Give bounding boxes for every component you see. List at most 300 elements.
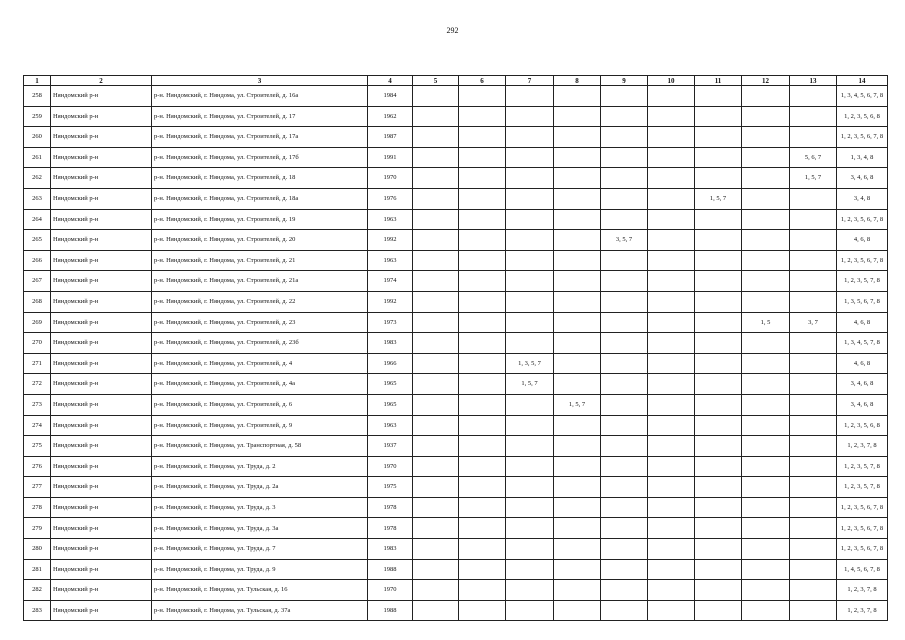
column-header-13: 13 bbox=[790, 76, 837, 86]
table-cell-col-14: 3, 4, 6, 8 bbox=[837, 394, 888, 415]
table-cell-col-8 bbox=[554, 271, 601, 292]
table-cell-col-4: 1965 bbox=[368, 374, 413, 395]
table-cell-col-13 bbox=[790, 600, 837, 621]
table-cell-col-9 bbox=[601, 168, 648, 189]
table-cell-col-11 bbox=[695, 250, 742, 271]
table-cell-col-10 bbox=[648, 312, 695, 333]
table-cell-col-1: 258 bbox=[24, 86, 51, 107]
table-cell-col-5 bbox=[413, 147, 459, 168]
table-cell-col-4: 1983 bbox=[368, 539, 413, 560]
table-cell-col-10 bbox=[648, 250, 695, 271]
table-cell-col-4: 1988 bbox=[368, 600, 413, 621]
table-cell-col-14: 4, 6, 8 bbox=[837, 312, 888, 333]
table-cell-col-11 bbox=[695, 539, 742, 560]
table-cell-col-9 bbox=[601, 559, 648, 580]
table-cell-col-3: р-н. Няндомский, г. Няндома, ул. Труда, д. 2а bbox=[152, 477, 368, 498]
table-row bbox=[24, 230, 888, 251]
table-cell-col-6 bbox=[459, 168, 506, 189]
table-cell-col-8 bbox=[554, 86, 601, 107]
table-cell-col-4: 1991 bbox=[368, 147, 413, 168]
table-cell-col-1: 269 bbox=[24, 312, 51, 333]
table-cell-col-5 bbox=[413, 86, 459, 107]
table-cell-col-6 bbox=[459, 86, 506, 107]
table-cell-col-14: 3, 4, 6, 8 bbox=[837, 168, 888, 189]
table-cell-col-4: 1984 bbox=[368, 86, 413, 107]
table-cell-col-7 bbox=[506, 580, 554, 601]
table-cell-col-12 bbox=[742, 147, 790, 168]
table-cell-col-1: 280 bbox=[24, 539, 51, 560]
table-row bbox=[24, 456, 888, 477]
table-cell-col-12 bbox=[742, 333, 790, 354]
table-cell-col-6 bbox=[459, 374, 506, 395]
table-cell-col-13 bbox=[790, 353, 837, 374]
table-cell-col-11 bbox=[695, 518, 742, 539]
table-row bbox=[24, 497, 888, 518]
table-cell-col-8 bbox=[554, 539, 601, 560]
table-cell-col-4: 1963 bbox=[368, 209, 413, 230]
table-cell-col-5 bbox=[413, 374, 459, 395]
table-cell-col-11 bbox=[695, 600, 742, 621]
table-cell-col-6 bbox=[459, 106, 506, 127]
table-cell-col-8 bbox=[554, 374, 601, 395]
table-cell-col-4: 1976 bbox=[368, 188, 413, 209]
table-cell-col-3: р-н. Няндомский, г. Няндома, ул. Строителей, д. 16а bbox=[152, 86, 368, 107]
table-cell-col-8 bbox=[554, 477, 601, 498]
table-cell-col-9 bbox=[601, 86, 648, 107]
table-cell-col-2: Няндомский р-н bbox=[51, 477, 152, 498]
table-cell-col-11 bbox=[695, 127, 742, 148]
table-cell-col-12 bbox=[742, 250, 790, 271]
table-cell-col-1: 282 bbox=[24, 580, 51, 601]
table-cell-col-14: 1, 2, 3, 5, 6, 7, 8 bbox=[837, 518, 888, 539]
table-cell-col-8 bbox=[554, 600, 601, 621]
table-cell-col-5 bbox=[413, 580, 459, 601]
table-cell-col-9 bbox=[601, 600, 648, 621]
table-cell-col-1: 283 bbox=[24, 600, 51, 621]
table-row bbox=[24, 147, 888, 168]
table-cell-col-9 bbox=[601, 209, 648, 230]
table-cell-col-12 bbox=[742, 230, 790, 251]
table-cell-col-4: 1988 bbox=[368, 559, 413, 580]
table-cell-col-12 bbox=[742, 600, 790, 621]
table-cell-col-7 bbox=[506, 147, 554, 168]
table-cell-col-10 bbox=[648, 230, 695, 251]
table-cell-col-14: 4, 6, 8 bbox=[837, 353, 888, 374]
table-cell-col-2: Няндомский р-н bbox=[51, 147, 152, 168]
table-cell-col-14: 1, 4, 5, 6, 7, 8 bbox=[837, 559, 888, 580]
table-cell-col-10 bbox=[648, 600, 695, 621]
table-cell-col-4: 1970 bbox=[368, 580, 413, 601]
table-cell-col-13 bbox=[790, 250, 837, 271]
table-cell-col-1: 277 bbox=[24, 477, 51, 498]
table-cell-col-11 bbox=[695, 209, 742, 230]
table-cell-col-11 bbox=[695, 394, 742, 415]
table-row bbox=[24, 600, 888, 621]
table-cell-col-8 bbox=[554, 127, 601, 148]
table-cell-col-13 bbox=[790, 394, 837, 415]
table-cell-col-1: 260 bbox=[24, 127, 51, 148]
table-cell-col-2: Няндомский р-н bbox=[51, 559, 152, 580]
table-cell-col-4: 1974 bbox=[368, 271, 413, 292]
table-cell-col-4: 1962 bbox=[368, 106, 413, 127]
table-cell-col-6 bbox=[459, 271, 506, 292]
table-cell-col-6 bbox=[459, 312, 506, 333]
table-cell-col-1: 272 bbox=[24, 374, 51, 395]
table-cell-col-5 bbox=[413, 436, 459, 457]
table-cell-col-12 bbox=[742, 168, 790, 189]
column-header-12: 12 bbox=[742, 76, 790, 86]
table-cell-col-3: р-н. Няндомский, г. Няндома, ул. Тульская, д. 37а bbox=[152, 600, 368, 621]
table-cell-col-8 bbox=[554, 209, 601, 230]
table-cell-col-7 bbox=[506, 436, 554, 457]
table-cell-col-3: р-н. Няндомский, г. Няндома, ул. Труда, д. 2 bbox=[152, 456, 368, 477]
table-cell-col-9 bbox=[601, 291, 648, 312]
table-cell-col-10 bbox=[648, 291, 695, 312]
table-row bbox=[24, 106, 888, 127]
table-cell-col-1: 281 bbox=[24, 559, 51, 580]
table-cell-col-14: 3, 4, 8 bbox=[837, 188, 888, 209]
table-cell-col-1: 275 bbox=[24, 436, 51, 457]
table-cell-col-12 bbox=[742, 456, 790, 477]
table-row bbox=[24, 353, 888, 374]
table-cell-col-13 bbox=[790, 415, 837, 436]
table-cell-col-5 bbox=[413, 539, 459, 560]
table-cell-col-13 bbox=[790, 559, 837, 580]
table-row bbox=[24, 539, 888, 560]
table-cell-col-13 bbox=[790, 127, 837, 148]
table-cell-col-14: 1, 2, 3, 5, 7, 8 bbox=[837, 456, 888, 477]
table-cell-col-10 bbox=[648, 559, 695, 580]
table-cell-col-1: 265 bbox=[24, 230, 51, 251]
table-cell-col-9 bbox=[601, 271, 648, 292]
table-row bbox=[24, 291, 888, 312]
table-cell-col-3: р-н. Няндомский, г. Няндома, ул. Труда, д. 7 bbox=[152, 539, 368, 560]
table-cell-col-13: 5, 6, 7 bbox=[790, 147, 837, 168]
table-row bbox=[24, 580, 888, 601]
table-cell-col-1: 279 bbox=[24, 518, 51, 539]
table-cell-col-1: 262 bbox=[24, 168, 51, 189]
table-cell-col-5 bbox=[413, 600, 459, 621]
table-cell-col-4: 1966 bbox=[368, 353, 413, 374]
table-cell-col-8 bbox=[554, 415, 601, 436]
table-cell-col-9 bbox=[601, 456, 648, 477]
table-cell-col-2: Няндомский р-н bbox=[51, 456, 152, 477]
table-cell-col-7 bbox=[506, 230, 554, 251]
table-cell-col-7 bbox=[506, 127, 554, 148]
table-cell-col-2: Няндомский р-н bbox=[51, 291, 152, 312]
table-cell-col-5 bbox=[413, 456, 459, 477]
table-cell-col-10 bbox=[648, 497, 695, 518]
table-cell-col-11 bbox=[695, 415, 742, 436]
table-cell-col-11 bbox=[695, 580, 742, 601]
table-cell-col-6 bbox=[459, 333, 506, 354]
table-cell-col-7 bbox=[506, 271, 554, 292]
table-cell-col-11 bbox=[695, 291, 742, 312]
table-cell-col-6 bbox=[459, 559, 506, 580]
table-cell-col-9 bbox=[601, 477, 648, 498]
table-cell-col-6 bbox=[459, 230, 506, 251]
table-cell-col-13 bbox=[790, 456, 837, 477]
table-cell-col-5 bbox=[413, 497, 459, 518]
table-cell-col-3: р-н. Няндомский, г. Няндома, ул. Строителей, д. 18 bbox=[152, 168, 368, 189]
table-cell-col-7 bbox=[506, 559, 554, 580]
table-cell-col-12 bbox=[742, 374, 790, 395]
table-cell-col-9 bbox=[601, 394, 648, 415]
column-header-5: 5 bbox=[413, 76, 459, 86]
table-cell-col-13 bbox=[790, 539, 837, 560]
column-header-2: 2 bbox=[51, 76, 152, 86]
table-cell-col-6 bbox=[459, 353, 506, 374]
table-cell-col-8 bbox=[554, 559, 601, 580]
table-cell-col-13 bbox=[790, 374, 837, 395]
table-cell-col-13 bbox=[790, 333, 837, 354]
table-cell-col-14: 1, 3, 4, 5, 6, 7, 8 bbox=[837, 86, 888, 107]
table-cell-col-14: 1, 2, 3, 5, 6, 8 bbox=[837, 415, 888, 436]
table-cell-col-5 bbox=[413, 250, 459, 271]
table-cell-col-6 bbox=[459, 580, 506, 601]
table-cell-col-12 bbox=[742, 580, 790, 601]
table-row bbox=[24, 209, 888, 230]
table-cell-col-9 bbox=[601, 415, 648, 436]
table-cell-col-3: р-н. Няндомский, г. Няндома, ул. Строителей, д. 22 bbox=[152, 291, 368, 312]
table-cell-col-14: 1, 2, 3, 5, 6, 7, 8 bbox=[837, 209, 888, 230]
table-cell-col-8 bbox=[554, 250, 601, 271]
table-cell-col-7 bbox=[506, 539, 554, 560]
table-cell-col-10 bbox=[648, 271, 695, 292]
table-cell-col-7 bbox=[506, 477, 554, 498]
table-cell-col-10 bbox=[648, 353, 695, 374]
table-cell-col-10 bbox=[648, 374, 695, 395]
table-cell-col-7 bbox=[506, 497, 554, 518]
table-cell-col-12 bbox=[742, 209, 790, 230]
table-cell-col-13 bbox=[790, 86, 837, 107]
table-cell-col-13 bbox=[790, 518, 837, 539]
table-cell-col-5 bbox=[413, 415, 459, 436]
table-cell-col-14: 1, 2, 3, 7, 8 bbox=[837, 436, 888, 457]
table-cell-col-7: 1, 5, 7 bbox=[506, 374, 554, 395]
table-cell-col-13 bbox=[790, 230, 837, 251]
table-cell-col-7 bbox=[506, 600, 554, 621]
table-cell-col-9 bbox=[601, 580, 648, 601]
table-cell-col-4: 1965 bbox=[368, 394, 413, 415]
table-cell-col-3: р-н. Няндомский, г. Няндома, ул. Тульская, д. 16 bbox=[152, 580, 368, 601]
table-cell-col-10 bbox=[648, 127, 695, 148]
table-cell-col-6 bbox=[459, 394, 506, 415]
table-cell-col-10 bbox=[648, 394, 695, 415]
table-cell-col-2: Няндомский р-н bbox=[51, 168, 152, 189]
table-cell-col-2: Няндомский р-н bbox=[51, 312, 152, 333]
table-cell-col-6 bbox=[459, 188, 506, 209]
table-cell-col-6 bbox=[459, 209, 506, 230]
table-cell-col-8 bbox=[554, 106, 601, 127]
column-header-11: 11 bbox=[695, 76, 742, 86]
table-cell-col-11 bbox=[695, 456, 742, 477]
table-cell-col-10 bbox=[648, 333, 695, 354]
table-cell-col-12 bbox=[742, 559, 790, 580]
table-cell-col-8 bbox=[554, 497, 601, 518]
table-cell-col-14: 1, 3, 4, 8 bbox=[837, 147, 888, 168]
table-cell-col-11 bbox=[695, 559, 742, 580]
table-cell-col-10 bbox=[648, 436, 695, 457]
table-cell-col-14: 1, 2, 3, 5, 7, 8 bbox=[837, 477, 888, 498]
table-cell-col-7 bbox=[506, 394, 554, 415]
table-cell-col-2: Няндомский р-н bbox=[51, 86, 152, 107]
header-row bbox=[24, 76, 888, 86]
column-header-14: 14 bbox=[837, 76, 888, 86]
table-cell-col-13 bbox=[790, 106, 837, 127]
table-cell-col-2: Няндомский р-н bbox=[51, 333, 152, 354]
table-cell-col-2: Няндомский р-н bbox=[51, 518, 152, 539]
table-cell-col-4: 1963 bbox=[368, 415, 413, 436]
table-cell-col-12 bbox=[742, 394, 790, 415]
table-cell-col-12 bbox=[742, 127, 790, 148]
table-cell-col-1: 267 bbox=[24, 271, 51, 292]
table-cell-col-13 bbox=[790, 436, 837, 457]
table-cell-col-3: р-н. Няндомский, г. Няндома, ул. Строителей, д. 19 bbox=[152, 209, 368, 230]
column-header-7: 7 bbox=[506, 76, 554, 86]
table-cell-col-5 bbox=[413, 333, 459, 354]
table-cell-col-11: 1, 5, 7 bbox=[695, 188, 742, 209]
table-cell-col-5 bbox=[413, 518, 459, 539]
table-cell-col-4: 1973 bbox=[368, 312, 413, 333]
table-cell-col-11 bbox=[695, 436, 742, 457]
table-cell-col-5 bbox=[413, 477, 459, 498]
table-cell-col-9 bbox=[601, 353, 648, 374]
table-cell-col-6 bbox=[459, 456, 506, 477]
table-cell-col-1: 274 bbox=[24, 415, 51, 436]
table-cell-col-11 bbox=[695, 477, 742, 498]
table-cell-col-5 bbox=[413, 168, 459, 189]
table-row bbox=[24, 374, 888, 395]
table-cell-col-5 bbox=[413, 312, 459, 333]
table-cell-col-11 bbox=[695, 86, 742, 107]
table-cell-col-3: р-н. Няндомский, г. Няндома, ул. Строителей, д. 21 bbox=[152, 250, 368, 271]
table-cell-col-11 bbox=[695, 168, 742, 189]
table-cell-col-12 bbox=[742, 518, 790, 539]
table-cell-col-12 bbox=[742, 477, 790, 498]
table-cell-col-3: р-н. Няндомский, г. Няндома, ул. Строителей, д. 17а bbox=[152, 127, 368, 148]
table-cell-col-5 bbox=[413, 291, 459, 312]
table-cell-col-14: 1, 2, 3, 5, 6, 7, 8 bbox=[837, 539, 888, 560]
table-cell-col-1: 268 bbox=[24, 291, 51, 312]
table-cell-col-2: Няндомский р-н bbox=[51, 188, 152, 209]
table-cell-col-6 bbox=[459, 147, 506, 168]
table-cell-col-6 bbox=[459, 436, 506, 457]
table-cell-col-11 bbox=[695, 353, 742, 374]
table-cell-col-8 bbox=[554, 147, 601, 168]
table-cell-col-2: Няндомский р-н bbox=[51, 271, 152, 292]
table-cell-col-11 bbox=[695, 271, 742, 292]
table-cell-col-8 bbox=[554, 518, 601, 539]
table-cell-col-10 bbox=[648, 168, 695, 189]
table-cell-col-3: р-н. Няндомский, г. Няндома, ул. Труда, д. 3 bbox=[152, 497, 368, 518]
table-cell-col-7 bbox=[506, 106, 554, 127]
table-cell-col-2: Няндомский р-н bbox=[51, 539, 152, 560]
table-cell-col-7 bbox=[506, 333, 554, 354]
table-cell-col-6 bbox=[459, 539, 506, 560]
column-header-10: 10 bbox=[648, 76, 695, 86]
table-cell-col-4: 1937 bbox=[368, 436, 413, 457]
table-cell-col-1: 264 bbox=[24, 209, 51, 230]
table-cell-col-10 bbox=[648, 456, 695, 477]
table-cell-col-3: р-н. Няндомский, г. Няндома, ул. Строителей, д. 17б bbox=[152, 147, 368, 168]
table-cell-col-8 bbox=[554, 436, 601, 457]
table-cell-col-6 bbox=[459, 291, 506, 312]
table-cell-col-8 bbox=[554, 291, 601, 312]
table-cell-col-12 bbox=[742, 436, 790, 457]
table-cell-col-9 bbox=[601, 539, 648, 560]
table-cell-col-1: 278 bbox=[24, 497, 51, 518]
table-row bbox=[24, 250, 888, 271]
table-cell-col-3: р-н. Няндомский, г. Няндома, ул. Строителей, д. 21а bbox=[152, 271, 368, 292]
table-cell-col-10 bbox=[648, 209, 695, 230]
column-header-6: 6 bbox=[459, 76, 506, 86]
table-cell-col-13 bbox=[790, 497, 837, 518]
table-cell-col-2: Няндомский р-н bbox=[51, 600, 152, 621]
table-cell-col-10 bbox=[648, 147, 695, 168]
table-cell-col-9 bbox=[601, 312, 648, 333]
table-cell-col-14: 1, 2, 3, 5, 6, 7, 8 bbox=[837, 127, 888, 148]
table-cell-col-7: 1, 3, 5, 7 bbox=[506, 353, 554, 374]
table-cell-col-10 bbox=[648, 188, 695, 209]
table-cell-col-14: 1, 2, 3, 5, 6, 7, 8 bbox=[837, 497, 888, 518]
table-cell-col-4: 1987 bbox=[368, 127, 413, 148]
table-row bbox=[24, 394, 888, 415]
table-cell-col-5 bbox=[413, 127, 459, 148]
table-row bbox=[24, 436, 888, 457]
table-cell-col-5 bbox=[413, 106, 459, 127]
table-cell-col-11 bbox=[695, 497, 742, 518]
table-cell-col-3: р-н. Няндомский, г. Няндома, ул. Строителей, д. 23б bbox=[152, 333, 368, 354]
table-cell-col-9 bbox=[601, 518, 648, 539]
table-cell-col-11 bbox=[695, 312, 742, 333]
table-cell-col-14: 1, 3, 4, 5, 7, 8 bbox=[837, 333, 888, 354]
table-cell-col-12 bbox=[742, 497, 790, 518]
column-header-9: 9 bbox=[601, 76, 648, 86]
table-cell-col-11 bbox=[695, 374, 742, 395]
table-cell-col-9 bbox=[601, 436, 648, 457]
table-cell-col-7 bbox=[506, 250, 554, 271]
table-cell-col-9 bbox=[601, 188, 648, 209]
table-cell-col-13 bbox=[790, 209, 837, 230]
table-cell-col-2: Няндомский р-н bbox=[51, 374, 152, 395]
table-cell-col-7 bbox=[506, 188, 554, 209]
table-cell-col-7 bbox=[506, 518, 554, 539]
table-row bbox=[24, 415, 888, 436]
table-row bbox=[24, 127, 888, 148]
table-cell-col-9: 3, 5, 7 bbox=[601, 230, 648, 251]
table-cell-col-5 bbox=[413, 209, 459, 230]
table-cell-col-4: 1992 bbox=[368, 291, 413, 312]
table-cell-col-3: р-н. Няндомский, г. Няндома, ул. Труда, д. 9 bbox=[152, 559, 368, 580]
table-cell-col-1: 266 bbox=[24, 250, 51, 271]
table-cell-col-14: 1, 2, 3, 7, 8 bbox=[837, 600, 888, 621]
table-cell-col-5 bbox=[413, 271, 459, 292]
table-cell-col-3: р-н. Няндомский, г. Няндома, ул. Строителей, д. 4а bbox=[152, 374, 368, 395]
table-cell-col-9 bbox=[601, 250, 648, 271]
table-cell-col-5 bbox=[413, 230, 459, 251]
table-cell-col-7 bbox=[506, 312, 554, 333]
table-cell-col-3: р-н. Няндомский, г. Няндома, ул. Строителей, д. 23 bbox=[152, 312, 368, 333]
table-cell-col-7 bbox=[506, 168, 554, 189]
table-cell-col-6 bbox=[459, 497, 506, 518]
table-cell-col-8 bbox=[554, 456, 601, 477]
table-row bbox=[24, 333, 888, 354]
table-cell-col-12 bbox=[742, 415, 790, 436]
table-cell-col-3: р-н. Няндомский, г. Няндома, ул. Строителей, д. 4 bbox=[152, 353, 368, 374]
column-header-8: 8 bbox=[554, 76, 601, 86]
table-cell-col-8 bbox=[554, 230, 601, 251]
